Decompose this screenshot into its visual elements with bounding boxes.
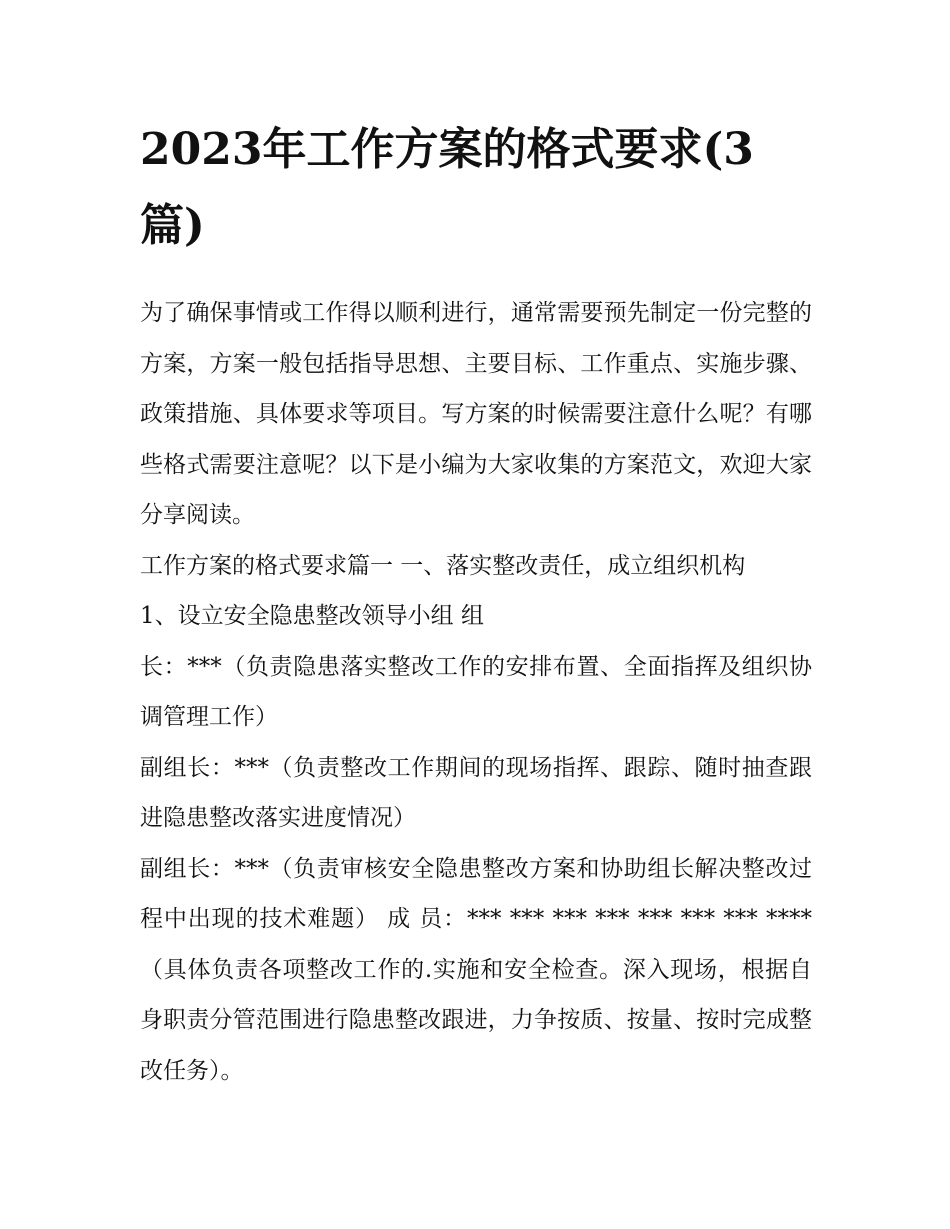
paragraph-intro: 为了确保事情或工作得以顺利进行，通常需要预先制定一份完整的方案，方案一般包括指导思想、主要目标、工作重点、实施步骤、政策措施、具体要求等项目。写方案的时候需要注意什么呢？有哪些格式需要注意呢？以下是小编为大家收集的方案范文，欢迎大家分享阅读。 <box>140 300 812 528</box>
paragraph-item-1: 1、设立安全隐患整改领导小组 组 <box>140 603 484 629</box>
paragraph-section-heading: 工作方案的格式要求篇一 一、落实整改责任，成立组织机构 <box>140 552 746 579</box>
paragraph-deputy-leader-2: 副组长：***（负责审核安全隐患整改方案和协助组长解决整改过程中出现的技术难题） 成 员：*** *** *** *** *** *** *** ****（具体负责各项整改工作的.实施和安全检查。深入现场，根据自身职责分管范围进行隐患整改跟进，力争按质、按量、按时完成整改任务）。 <box>140 855 812 1084</box>
paragraph-deputy-leader-1: 副组长：***（负责整改工作期间的现场指挥、跟踪、随时抽查跟进隐患整改落实进度情况） <box>140 754 812 831</box>
document-page <box>140 112 812 1096</box>
document-title: 2023年工作方案的格式要求(3篇) <box>140 124 754 251</box>
paragraph-group-leader: 长：***（负责隐患落实整改工作的安排布置、全面指挥及组织协调管理工作） <box>140 653 812 730</box>
